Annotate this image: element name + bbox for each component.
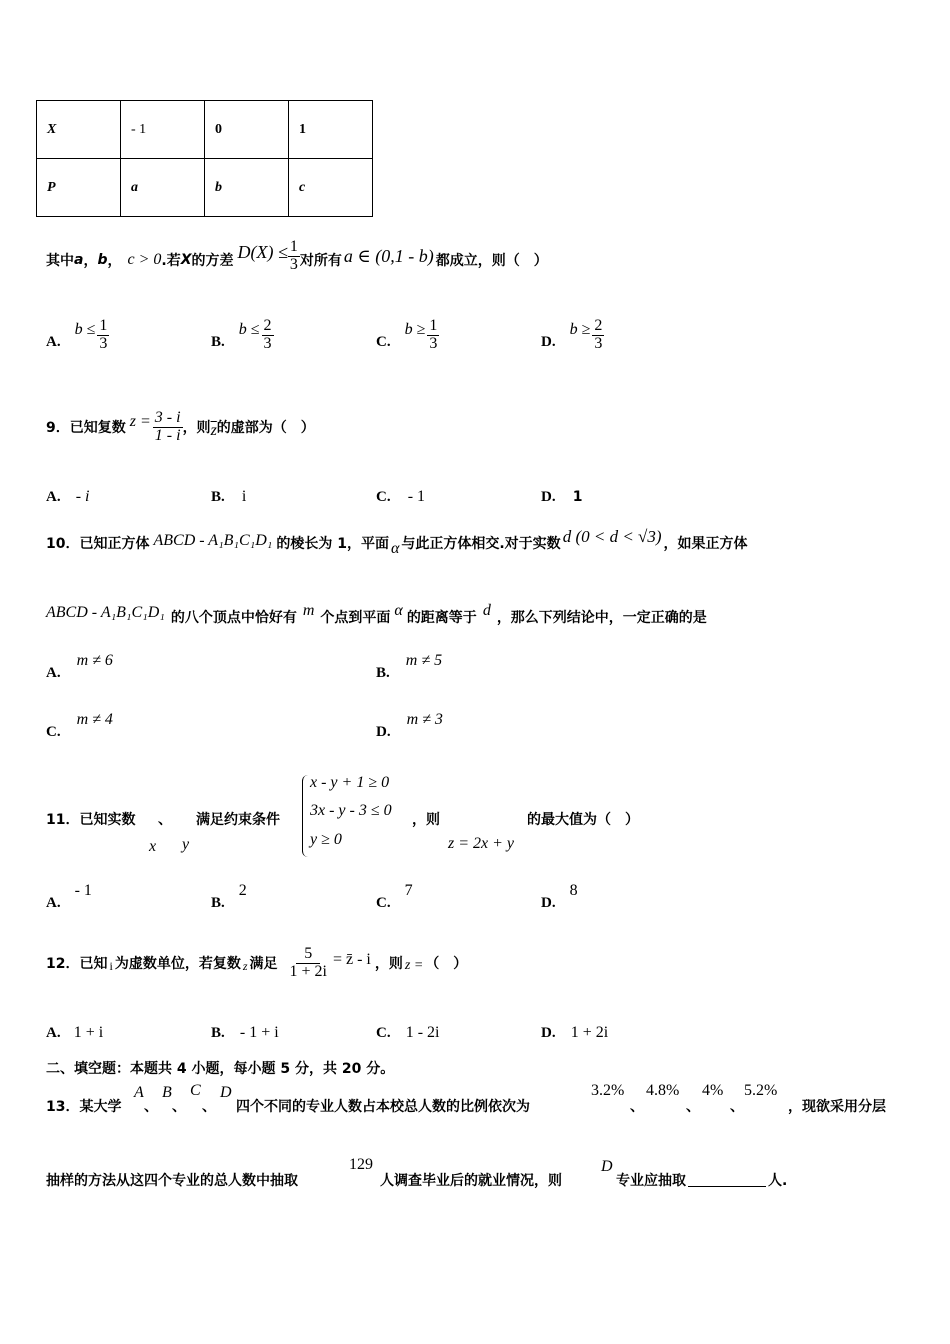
q13-text: 抽样的方法从这四个专业的总人数中抽取 — [46, 1173, 298, 1189]
q10-stem-line1 — [46, 520, 748, 566]
option-label: D. — [376, 724, 391, 740]
q8-text: 对所有 — [299, 253, 342, 269]
frac-den: 3 — [99, 334, 108, 352]
q13-B: B — [162, 1084, 172, 1101]
q13-D: D — [220, 1084, 232, 1101]
q10-option-b[interactable] — [376, 652, 442, 682]
option-value: - 1 — [407, 488, 426, 505]
table-cell: b — [205, 159, 289, 217]
q8-option-d[interactable] — [541, 318, 604, 353]
q10-cube: ABCD - A₁B₁C₁D₁ — [153, 532, 273, 549]
q13-answer-line — [616, 1170, 787, 1190]
option-value: - i — [75, 488, 90, 505]
option-label: A. — [46, 895, 61, 911]
q8-option-b[interactable] — [211, 318, 274, 353]
q8-X: X — [180, 252, 192, 268]
option-fraction — [262, 318, 274, 353]
q10-option-a[interactable] — [46, 652, 113, 682]
section-heading: 二、填空题：本题共 4 小题，每小题 5 分，共 20 分。 — [46, 1061, 395, 1077]
q13-p4: 5.2% — [744, 1082, 778, 1099]
q10-option-c[interactable] — [46, 711, 113, 741]
q13-n: 129 — [349, 1156, 373, 1173]
q12-text: 12．已知 — [46, 956, 108, 972]
q8-comma: ， — [107, 253, 122, 269]
option-value: 1 + i — [73, 1024, 104, 1041]
q10-text: ，那么下列结论中，一定正确的是 — [496, 610, 707, 626]
option-label: A. — [46, 333, 61, 350]
q12-fraction — [288, 946, 329, 981]
option-fraction — [592, 318, 604, 353]
q8-text: 都成立，则（ ） — [435, 253, 548, 269]
q12-option-c[interactable] — [376, 1022, 439, 1042]
option-value: m ≠ 4 — [76, 711, 113, 728]
q8-frac-den: 3 — [289, 255, 298, 273]
q10-text: 个点到平面 — [320, 610, 391, 626]
q8-comma: ， — [83, 253, 98, 269]
q12-text: ，则 — [374, 956, 403, 972]
q12-z-eq: z = — [404, 958, 424, 973]
q11-text: ，则 — [412, 812, 440, 828]
table-cell: P — [37, 159, 121, 217]
table-cell: c — [289, 159, 373, 217]
q10-option-d[interactable] — [376, 711, 443, 741]
frac-num: 2 — [263, 317, 272, 334]
q8-text: 的方差 — [191, 253, 234, 269]
table-row — [37, 159, 373, 217]
table-cell: 0 — [205, 101, 289, 159]
option-label: D. — [541, 333, 556, 350]
q9-text: 9．已知复数 — [46, 420, 126, 436]
q10-m: m — [302, 602, 315, 619]
q11-y: y — [182, 836, 190, 853]
frac-den: 3 — [263, 334, 272, 352]
q8-option-c[interactable] — [376, 318, 439, 353]
q10-text: 的八个顶点中恰好有 — [170, 610, 297, 626]
q8-frac-num: 1 — [289, 237, 298, 255]
q10-text: 10．已知正方体 — [46, 536, 150, 552]
option-value: - 1 — [74, 882, 92, 899]
q9-stem — [46, 402, 315, 452]
q11-constraint: y ≥ 0 — [310, 831, 342, 848]
q10-alpha: α — [394, 602, 403, 619]
q13-text: ，现欲采用分层 — [788, 1099, 886, 1115]
option-label: C. — [46, 724, 61, 740]
option-fraction — [97, 318, 109, 353]
q13-sep: 、 — [686, 1099, 700, 1115]
option-expr: b ≤ — [74, 320, 96, 338]
option-value: - 1 + i — [239, 1024, 279, 1041]
q11-option-a[interactable] — [46, 882, 92, 912]
option-label: A. — [46, 1025, 61, 1041]
q13-p2: 4.8% — [646, 1082, 680, 1099]
q9-option-b[interactable] — [211, 486, 246, 506]
q13-sep: 、 — [630, 1099, 644, 1115]
option-value: m ≠ 5 — [405, 652, 443, 669]
q10-stem-line2 — [46, 594, 707, 640]
distribution-table — [36, 100, 373, 217]
q13-text: 人调查毕业后的就业情况，则 — [380, 1173, 562, 1189]
frac-den: 1 - i — [154, 426, 181, 444]
q12-stem — [46, 938, 467, 988]
option-expr: b ≥ — [569, 320, 591, 338]
option-label: B. — [211, 1025, 225, 1041]
table-cell: - 1 — [121, 101, 205, 159]
q8-text: .若 — [161, 253, 181, 269]
option-label: C. — [376, 1025, 391, 1041]
q10-alpha: α — [390, 540, 400, 557]
q8-interval: a ∈ (0,1 - b) — [343, 245, 434, 266]
q13-A: A — [134, 1084, 144, 1101]
q13-sep: 、 — [144, 1099, 158, 1115]
frac-num: 1 — [99, 317, 108, 334]
option-value: m ≠ 3 — [406, 711, 443, 728]
q9-fraction — [153, 410, 183, 445]
option-expr: b ≤ — [238, 320, 260, 338]
q11-option-b[interactable] — [211, 882, 247, 912]
option-label: A. — [46, 665, 61, 681]
frac-num: 2 — [594, 317, 603, 334]
frac-num: 1 — [429, 317, 438, 334]
q10-text: 的棱长为 1，平面 — [276, 536, 389, 552]
q11-constraint: x - y + 1 ≥ 0 — [310, 774, 390, 791]
q11-option-c[interactable] — [376, 882, 413, 912]
q13-sep: 、 — [202, 1099, 216, 1115]
q9-option-c[interactable] — [376, 486, 425, 506]
q12-text: 为虚数单位，若复数 — [114, 956, 241, 972]
option-expr: b ≥ — [404, 320, 426, 338]
frac-den: 1 + 2i — [289, 962, 327, 980]
q9-text: ，则 — [182, 420, 211, 436]
q9-option-a[interactable] — [46, 486, 89, 506]
table-row — [37, 101, 373, 159]
q13-text: 人. — [768, 1173, 788, 1189]
q9-z: z = — [129, 413, 151, 430]
option-value: 1 — [572, 489, 583, 505]
q11-text: 11．已知实数 — [46, 812, 136, 828]
frac-den: 3 — [594, 334, 603, 352]
q13-sep: 、 — [730, 1099, 744, 1115]
option-label: A. — [46, 489, 61, 505]
q13-text: 四个不同的专业人数占本校总人数的比例依次为 — [236, 1099, 530, 1115]
q11-sep: 、 — [158, 812, 172, 828]
q8-b: b — [97, 252, 108, 268]
q10-cube: ABCD - A₁B₁C₁D₁ — [46, 604, 165, 621]
table-cell: a — [121, 159, 205, 217]
q8-variance: D(X) ≤ — [237, 241, 288, 262]
option-value: m ≠ 6 — [76, 652, 113, 669]
option-label: B. — [211, 895, 225, 911]
frac-den: 3 — [429, 334, 438, 352]
option-value: 1 - 2i — [405, 1024, 440, 1041]
table-cell: X — [37, 101, 121, 159]
q8-text: 其中 — [46, 253, 74, 269]
q12-option-b[interactable] — [211, 1022, 279, 1042]
option-label: D. — [541, 895, 556, 911]
q9-zbar: $\overline{z}$ — [210, 422, 217, 439]
q11-option-d[interactable] — [541, 882, 578, 912]
q8-option-a[interactable] — [46, 318, 109, 353]
q11-text: 满足约束条件 — [196, 812, 280, 828]
q8-stem — [46, 235, 548, 285]
q8-a: a — [74, 252, 84, 268]
q12-text: （ ） — [425, 956, 468, 972]
option-label: C. — [376, 333, 391, 350]
q13-D: D — [601, 1158, 613, 1175]
q10-d: d — [482, 602, 491, 619]
q12-rhs: = z̄ - i — [332, 951, 371, 968]
q12-option-a[interactable] — [46, 1022, 103, 1042]
q8-condition: c > 0 — [127, 251, 162, 268]
q11-x: x — [149, 838, 157, 855]
q9-option-d[interactable] — [541, 486, 582, 506]
q13-sep: 、 — [172, 1099, 186, 1115]
q10-text: 的距离等于 — [406, 610, 477, 626]
option-value: i — [241, 488, 247, 505]
q12-option-d[interactable] — [541, 1022, 608, 1042]
q12-text: 满足 — [249, 956, 278, 972]
option-label: C. — [376, 489, 391, 505]
option-value: 1 + 2i — [570, 1024, 609, 1041]
q10-text: 与此正方体相交.对于实数 — [401, 536, 561, 552]
option-fraction — [427, 318, 439, 353]
option-label: C. — [376, 895, 391, 911]
option-value: 7 — [404, 882, 413, 899]
q12-i: i — [109, 958, 113, 973]
q13-C: C — [190, 1082, 201, 1099]
q13-p3: 4% — [702, 1082, 724, 1099]
answer-blank[interactable] — [688, 1186, 766, 1187]
q10-d-range: d (0 < d < √3) — [562, 527, 662, 546]
q9-text: 的虚部为（ ） — [216, 420, 315, 436]
q10-text: ，如果正方体 — [663, 536, 748, 552]
frac-num: 5 — [296, 946, 320, 964]
q8-fraction — [288, 239, 300, 274]
option-label: D. — [541, 1025, 556, 1041]
q13-p1: 3.2% — [591, 1082, 625, 1099]
frac-num: 3 - i — [154, 408, 181, 426]
q13-text: 专业应抽取 — [616, 1173, 686, 1189]
table-cell: 1 — [289, 101, 373, 159]
option-value: 2 — [238, 882, 247, 899]
q12-z: z — [242, 958, 248, 973]
q13-text: 13．某大学 — [46, 1099, 122, 1115]
q11-text: 的最大值为（ ） — [527, 812, 639, 828]
option-value: 8 — [569, 882, 578, 899]
option-label: B. — [376, 665, 390, 681]
option-label: B. — [211, 489, 225, 505]
option-label: D. — [541, 489, 556, 505]
q11-constraint: 3x - y - 3 ≤ 0 — [310, 802, 392, 819]
q11-objective: z = 2x + y — [448, 835, 515, 852]
option-label: B. — [211, 333, 225, 350]
